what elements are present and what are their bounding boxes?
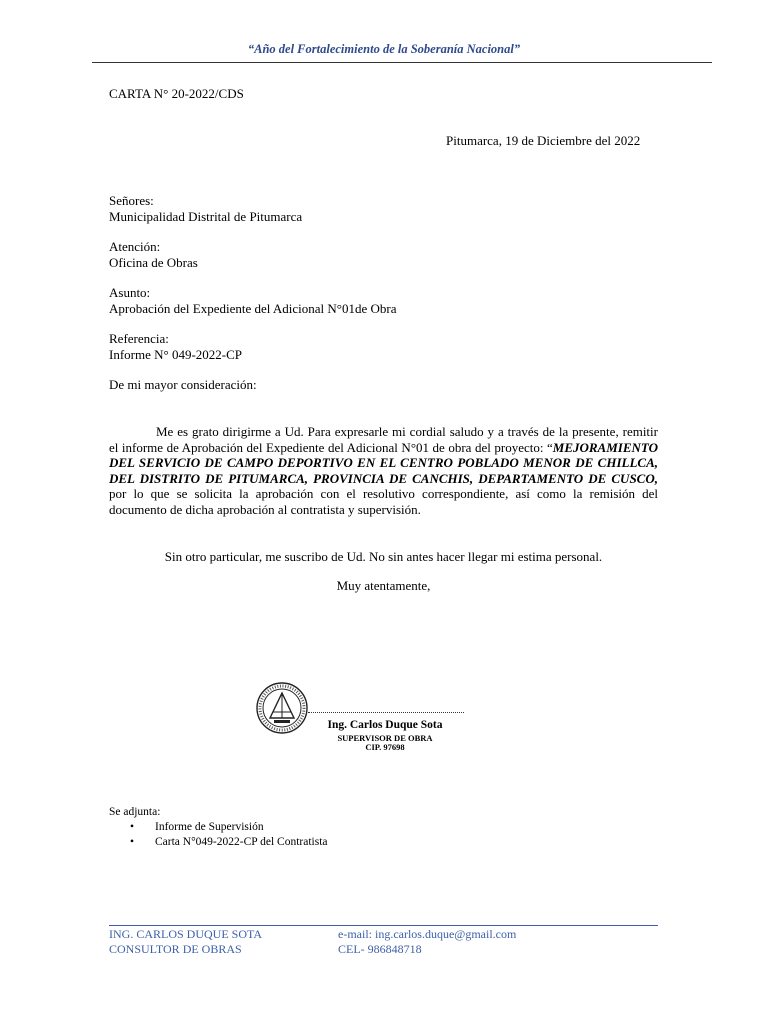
body-paragraph (109, 424, 658, 518)
subject: Aprobación del Expediente del Adicional N°01de Obra (109, 301, 397, 316)
footer-name: ING. CARLOS DUQUE SOTA (109, 927, 263, 941)
closing-sentence: Sin otro particular, me suscribo de Ud. No sin antes hacer llegar mi estima personal. (164, 549, 603, 564)
header-divider (92, 62, 712, 63)
header-motto: “Año del Fortalecimiento de la Soberanía Nacional” (247, 42, 521, 56)
recipient: Municipalidad Distrital de Pitumarca (109, 209, 303, 224)
reference: Informe N° 049-2022-CP (109, 347, 243, 362)
letter-number: CARTA N° 20-2022/CDS (109, 86, 244, 101)
footer-email: e-mail: ing.carlos.duque@gmail.com (338, 927, 517, 941)
footer-divider (109, 925, 658, 926)
project-name: MEJORAMIENTO DEL SERVICIO DE CAMPO DEPORTIVO EN EL CENTRO POBLADO MENOR DE CHILLCA, DEL DISTRITO DE PITUMARCA, PROVINCIA DE CANCHIS, DEPARTAMENTO DE CUSCO, (109, 439, 658, 486)
attention-label: Atención: (109, 239, 161, 254)
place-date: Pitumarca, 19 de Diciembre del 2022 (446, 133, 641, 148)
body-rest: por lo que se solicita la aprobación con el resolutivo correspondiente, así como la remisión del documento de dicha aprobación al contratista y supervisión. (109, 486, 658, 517)
signer-name: Ing. Carlos Duque Sota (327, 719, 443, 731)
list-item: • Carta N°049-2022-CP del Contratista (130, 835, 328, 850)
attachments-label: Se adjunta: (109, 806, 161, 818)
footer-phone: CEL- 986848718 (338, 942, 422, 956)
footer-title: CONSULTOR DE OBRAS (109, 942, 242, 956)
subject-label: Asunto: (109, 285, 151, 300)
valediction: Muy atentamente, (336, 578, 431, 593)
attention: Oficina de Obras (109, 255, 198, 270)
signature-line (308, 712, 464, 713)
reference-label: Referencia: (109, 331, 169, 346)
greeting: De mi mayor consideración: (109, 377, 257, 392)
attachments-list (130, 820, 328, 849)
signer-role: SUPERVISOR DE OBRA (337, 733, 433, 743)
body-intro: Me es grato dirigirme a Ud. Para expresarle mi cordial saludo y a través de la presente, remitir el informe de Aprobación del Expediente del Adicional N°01 de obra del proyecto: “ (109, 424, 658, 455)
recipient-label: Señores: (109, 193, 154, 208)
signer-cip: CIP. 97698 (365, 742, 405, 752)
list-item: • Informe de Supervisión (130, 820, 328, 835)
